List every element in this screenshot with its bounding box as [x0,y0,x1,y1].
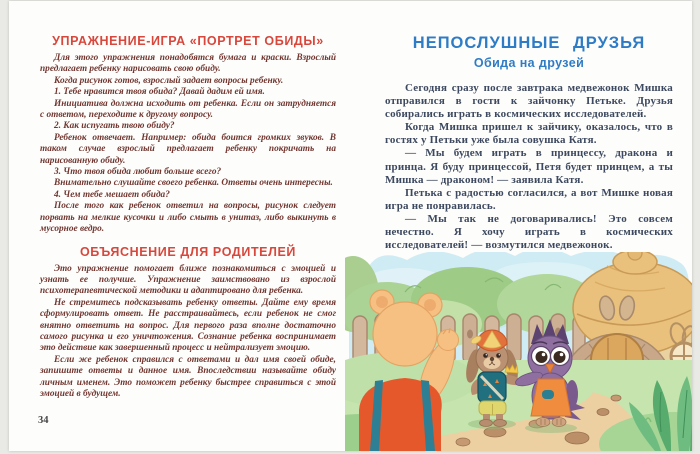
paragraph: Не стремитесь подсказывать ребенку ответы. Дайте ему время сформулировать ответ. Не расстраивайтесь, если ребенок не смог внятно ответить на вопрос. Для первого раза вполне достаточно самого рисунка и его уничтожения. Сознание ребенка воспринимает это действие как завершенный процесс и нейтрализует эмоцию. [40,297,336,354]
paragraph: Для этого упражнения понадобятся бумага и краски. Взрослый предлагает ребенку нарисовать свою обиду. [40,53,336,75]
story-paragraph: Сегодня сразу после завтрака медвежонок Мишка отправился в гости к зайчонку Петьке. Друзья собирались играть в космических исследователей. [385,82,673,121]
paragraph: Ребенок отвечает. Например: обида боится громких звуков. В таком случае взрослый предлагает ребенку покричать на нарисованную обиду. [40,132,336,166]
question-item: 2. Как испугать твою обиду? [54,121,175,132]
paragraph: Когда рисунок готов, взрослый задает вопросы ребенку. [54,75,284,86]
story-subtitle: Обида на друзей [473,56,585,70]
question-item: 4. Чем тебе мешает обида? [54,189,170,200]
story-illustration [345,252,692,451]
story-paragraph: Петька с радостью согласился, а вот Мишке новая игра не понравилась. [385,186,673,212]
story-paragraph: — Мы так не договаривались! Это совсем нечестно. Я хочу играть в космических исследователей! — возмутился медвежонок. [385,212,673,252]
question-item: 3. Что твоя обида любит больше всего? [54,167,222,178]
right-page [385,34,673,252]
question-item: 1. Тебе нравится твоя обида? Давай дадим ей имя. [54,87,265,98]
exercise-heading: УПРАЖНЕНИЕ-ИГРА «ПОРТРЕТ ОБИДЫ» [52,34,324,48]
left-page [40,34,336,400]
story-paragraph: — Мы будем играть в принцессу, дракона и принца. Я буду принцессой, Петя будет принцем, а ты Мишка — драконом! — заявила Катя. [385,147,673,186]
paragraph: Это упражнение помогает ближе познакомиться с эмоцией и узнать ее получше. Упражнение заимствовано из взрослой психотерапевтической методики и адаптировано для ребенка. [40,263,336,297]
paragraph: Внимательно слушайте своего ребенка. Ответы очень интересны. [54,178,333,189]
parents-text [40,264,336,401]
story-text [385,82,673,252]
parents-heading: ОБЪЯСНЕНИЕ ДЛЯ РОДИТЕЛЕЙ [79,244,297,259]
story-paragraph: Когда Мишка пришел к зайчику, оказалось, что в гостях у Петьки уже была совушка Катя. [385,121,673,147]
page-number: 34 [38,415,49,426]
book-spread [9,1,692,451]
exercise-text [40,53,336,236]
paragraph: Инициатива должна исходить от ребенка. Если он затрудняется с ответом, переходите к другому вопросу. [40,98,336,121]
paragraph: После того как ребенок ответил на вопросы, рисунок следует порвать на мелкие кусочки и либо смыть в унитаз, либо выкинуть в мусорное ведро. [40,201,336,235]
paragraph: Если же ребенок справился с ответами и дал имя своей обиде, запишите ответы и данное имя. Впоследствии называйте обиду личным именем. Это поможет ребенку быстрее справиться с этой эмоцией в будущем. [40,354,336,399]
story-title: НЕПОСЛУШНЫЕ ДРУЗЬЯ [412,34,646,52]
